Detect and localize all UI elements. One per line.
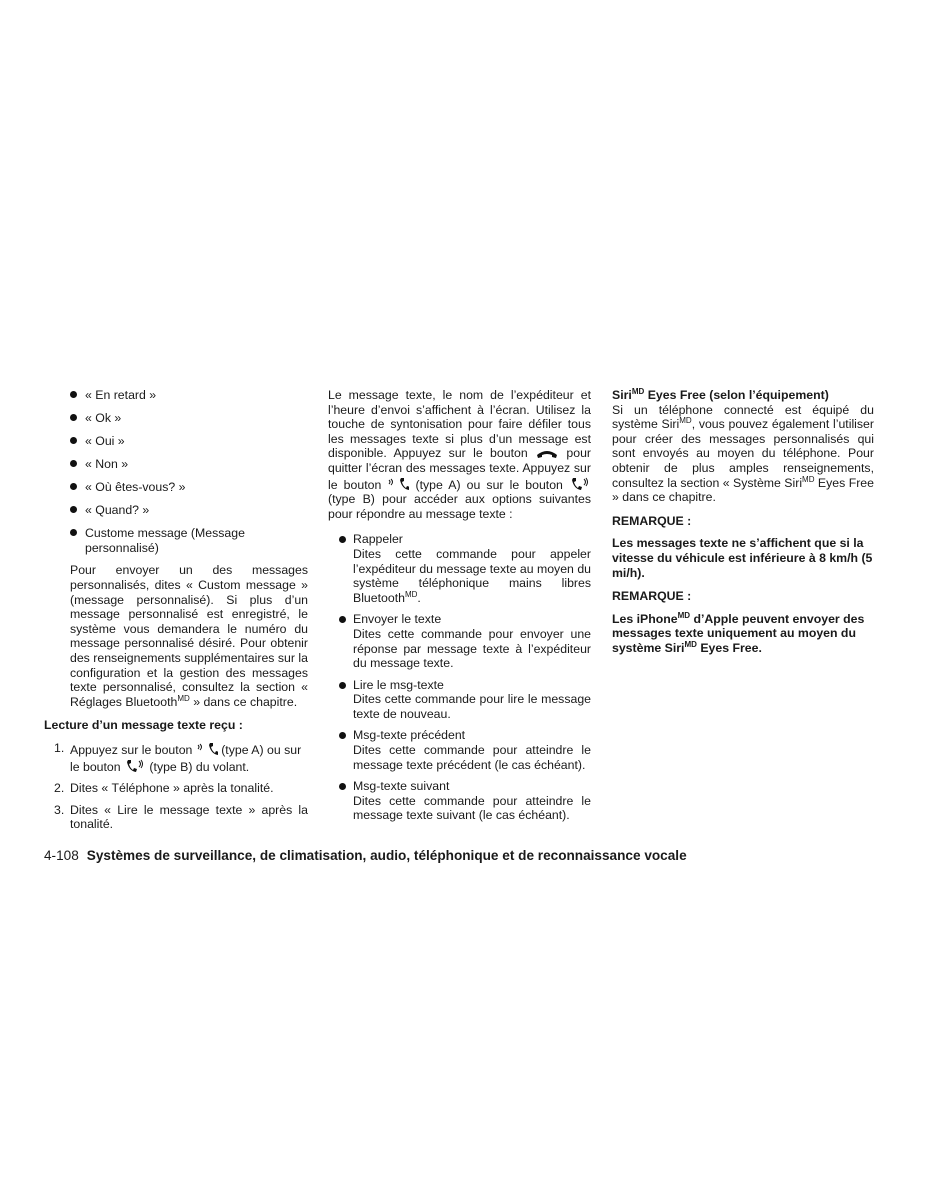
option-item: Msg-texte précédent Dites cette commande pour atteindre le message texte précédent (le cas échéant). [328, 728, 591, 772]
reply-intro-paragraph: Le message texte, le nom de l’expéditeur et l’heure d’envoi s’affichent à l’écran. Utilisez la touche de syntonisation pour faire défiler tous les messages texte si plus d’un message est disponible. Appuyez sur le bouton pour quitter l’écran des messages texte. Appuyez sur le bouton (type A) ou sur le bouton (type B) pour accéder aux options suivantes pour répondre au message texte : [328, 388, 591, 521]
bullet-icon [339, 536, 346, 543]
step-item: 3. Dites « Lire le message texte » après la tonalité. [54, 802, 308, 832]
bullet-icon [70, 529, 77, 536]
hang-up-icon [535, 448, 559, 460]
step-item: 2. Dites « Téléphone » après la tonalité. [54, 781, 274, 796]
phone-voice-type-a-icon [387, 476, 409, 492]
siri-heading: Siri$^{MD}$ Eyes Free (selon l’équipement) [612, 387, 829, 402]
option-item: Lire le msg-texte Dites cette commande pour lire le message texte de nouveau. [328, 678, 591, 722]
list-item: « Où êtes-vous? » [44, 480, 308, 495]
bullet-icon [339, 682, 346, 689]
list-item: « Quand? » [44, 503, 308, 518]
bullet-icon [339, 732, 346, 739]
list-item: « Ok » [44, 411, 308, 426]
note-text: Les iPhone$^{MD}$ d’Apple peuvent envoyer des messages texte uniquement au moyen du système Siri$^{MD}$ Eyes Free. [612, 610, 865, 655]
list-item: « En retard » [44, 388, 308, 403]
column-2 [328, 388, 591, 830]
list-item: « Non » [44, 457, 308, 472]
column-1 [44, 388, 308, 839]
page-footer [44, 848, 904, 864]
option-item: Envoyer le texte Dites cette commande pour envoyer une réponse par message texte à l’expéditeur du message texte. [328, 612, 591, 670]
note-label: REMARQUE : [612, 589, 692, 604]
phone-voice-type-b-icon [124, 758, 146, 774]
bullet-icon [70, 460, 77, 467]
page-number: 4-108 [44, 848, 79, 863]
note-text: Les messages texte ne s’affichent que si la vitesse du véhicule est inférieure à 8 km/h (5 mi/h). [612, 536, 873, 580]
option-item: Rappeler Dites cette commande pour appeler l’expéditeur du message texte au moyen du système téléphonique mains libres Bluetooth$^{MD}$. [328, 532, 591, 605]
column-3 [612, 388, 874, 656]
chapter-title: Systèmes de surveillance, de climatisation, audio, téléphonique et de reconnaissance vocale [86, 848, 687, 863]
bullet-icon [70, 391, 77, 398]
section-heading: Lecture d’un message texte reçu : [44, 718, 243, 733]
list-item: « Oui » [44, 434, 308, 449]
bullet-icon [339, 783, 346, 790]
bullet-icon [70, 483, 77, 490]
list-item: Custome message (Message personnalisé) [44, 526, 308, 555]
phone-voice-type-a-icon [196, 741, 218, 757]
bullet-icon [70, 506, 77, 513]
bullet-icon [70, 437, 77, 444]
option-item: Msg-texte suivant Dites cette commande pour atteindre le message texte suivant (le cas échéant). [328, 779, 591, 823]
step-item: 1. Appuyez sur le bouton (type A) ou sur le bouton (type B) du volant. [54, 741, 302, 774]
bullet-icon [70, 414, 77, 421]
bullet-icon [339, 616, 346, 623]
phone-voice-type-b-icon [569, 476, 591, 492]
custom-message-paragraph: Pour envoyer un des messages personnalisés, dites « Custom message » (message personnalisé). Si plus d’un message personnalisé est enregistré, le système vous demandera le numéro du message personnalisé désiré. Pour obtenir des renseignements supplémentaires sur la configuration et la gestion des messages texte personnalisé, consultez la section « Réglages Bluetooth$^{MD}$ » dans ce chapitre. [70, 563, 308, 709]
note-label: REMARQUE : [612, 513, 692, 528]
siri-paragraph: Si un téléphone connecté est équipé du système Siri$^{MD}$, vous pouvez également l’utiliser pour créer des messages personnalisés qui sont envoyés au moyen du téléphone. Pour obtenir de plus amples renseignements, consultez la section « Système Siri$^{MD}$ Eyes Free » dans ce chapitre. [612, 402, 874, 505]
